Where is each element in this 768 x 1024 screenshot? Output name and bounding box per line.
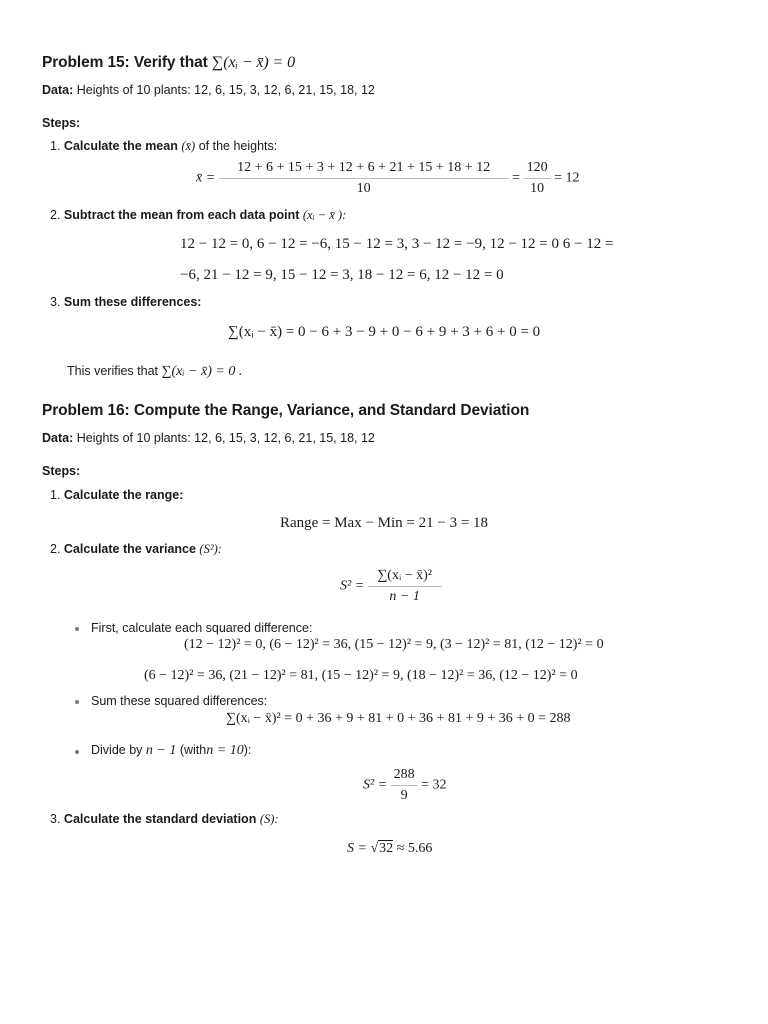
mean-numerator: 12 + 6 + 15 + 3 + 12 + 6 + 21 + 15 + 18 + 12 [219,160,509,179]
problem-16-title: Problem 16: Compute the Range, Variance, and Standard Deviation [42,402,530,419]
problem-16-step-1: 1. Calculate the range: [50,488,184,502]
verification-statement: This verifies that ∑(xᵢ − x̄) = 0 . [67,364,243,379]
bullet-dot [75,700,79,704]
problem-15-step-2: 2. Subtract the mean from each data point (xᵢ − x̄ ): [50,208,347,222]
problem-16-step-3: 3. Calculate the standard deviation (S): [50,812,279,826]
problem-15-step-3: 3. Sum these differences: [50,295,202,309]
bullet-sum-squared: Sum these squared differences: [91,694,268,708]
bullet-dot [75,750,79,754]
sum-of-differences: ∑(xᵢ − x̄) = 0 − 6 + 3 − 9 + 0 − 6 + 9 + 3 + 6 + 0 = 0 [228,324,541,340]
squared-differences-line-1: (12 − 12)² = 0, (6 − 12)² = 36, (15 − 12)² = 9, (3 − 12)² = 81, (12 − 12)² = 0 [184,637,604,652]
bullet-squared-differences: First, calculate each squared difference: [91,621,313,635]
mean-formula: x̄ = $\frac{12 + 6 + 15 + 3 + 12 + 6 + 21 + 15 + 18 + 12}{10}$ = $\frac{120}{10}$ = 12 [196,160,580,196]
problem-15-data: Data: Heights of 10 plants: 12, 6, 15, 3, 12, 6, 21, 15, 18, 12 [42,83,375,97]
square-root-sign: √ [370,841,379,856]
mean-result: = 12 [554,170,580,186]
range-formula: Range = Max − Min = 21 − 3 = 18 [279,515,489,531]
problem-16-data: Data: Heights of 10 plants: 12, 6, 15, 3, 12, 6, 21, 15, 18, 12 [42,431,375,445]
bullet-divide: Divide by n − 1 (withn = 10): [91,743,252,758]
differences-line-2: −6, 21 − 12 = 9, 15 − 12 = 3, 18 − 12 = 6, 12 − 12 = 0 [180,267,504,283]
variance-result: S² = $\frac{288}{9}$ = 32 [363,767,447,803]
problem-15-steps-label: Steps: [42,116,81,130]
problem-16-step-2: 2. Calculate the variance (S²): [50,542,222,556]
problem-15-step-1: 1. Calculate the mean (x̄) of the heights: [50,139,278,153]
variance-formula: S² = $\frac{\text{∑(xᵢ − x̄)²}}{n - 1}$ [340,568,442,605]
bullet-dot [75,627,79,631]
sum-of-squared-differences: ∑(xᵢ − x̄)² = 0 + 36 + 9 + 81 + 0 + 36 + 81 + 9 + 36 + 0 = 288 [226,711,571,726]
problem-16-steps-label: Steps: [42,464,81,478]
standard-deviation-result: S = √32 ≈ 5.66 [347,841,433,856]
problem-15-title: Problem 15: Verify that ∑(xᵢ − x̄) = 0 [42,54,295,71]
mean-denominator: 10 [356,181,371,196]
problem-15-title-formula: ∑(xᵢ − x̄) = 0 [211,54,295,71]
squared-differences-line-2: (6 − 12)² = 36, (21 − 12)² = 81, (15 − 12)² = 9, (18 − 12)² = 36, (12 − 12)² = 0 [144,668,578,683]
differences-line-1: 12 − 12 = 0, 6 − 12 = −6, 15 − 12 = 3, 3 − 12 = −9, 12 − 12 = 0 6 − 12 = [180,236,614,252]
